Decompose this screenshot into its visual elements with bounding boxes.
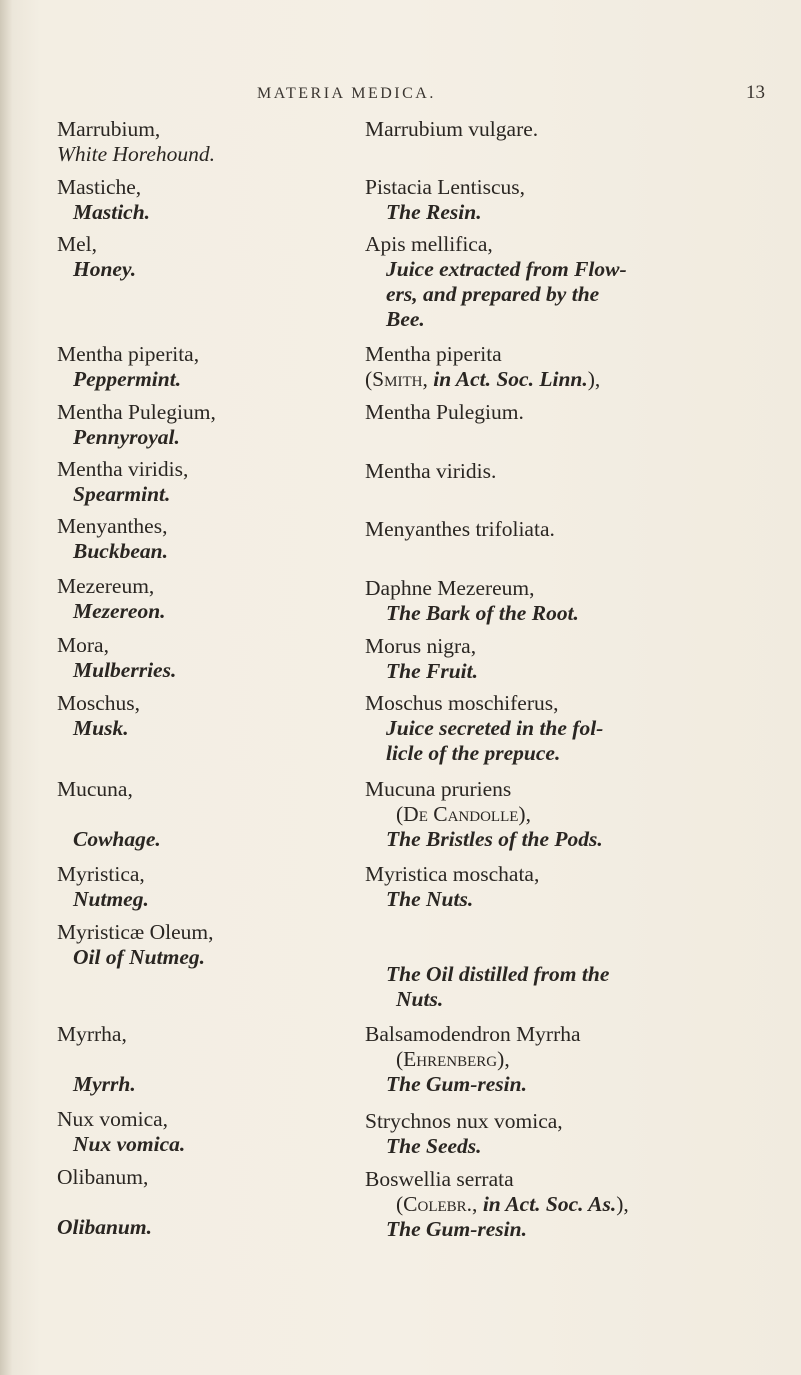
latin-name: Marrubium, xyxy=(57,117,161,141)
part-used-line-2: Nuts. xyxy=(396,987,444,1011)
page-edge xyxy=(0,0,12,1375)
paren-close: ), xyxy=(518,802,531,826)
authority-name: Smith, xyxy=(372,367,428,391)
part-used: The Gum-resin. xyxy=(386,1072,527,1096)
paren-open: ( xyxy=(396,1047,404,1071)
latin-name: Mezereum, xyxy=(57,574,155,598)
running-head-title: MATERIA MEDICA. xyxy=(257,85,436,102)
latin-name: Mentha Pulegium, xyxy=(57,400,216,424)
english-name: Pennyroyal. xyxy=(73,425,180,449)
latin-name: Nux vomica, xyxy=(57,1107,169,1131)
part-used: The Gum-resin. xyxy=(386,1217,527,1241)
english-name: Peppermint. xyxy=(73,367,182,391)
latin-name: Myristica, xyxy=(57,862,145,886)
paren-close: ), xyxy=(616,1192,629,1216)
page-number: 13 xyxy=(746,82,765,103)
english-name: Oil of Nutmeg. xyxy=(73,945,205,969)
botanical-source: Mentha piperita xyxy=(365,342,502,366)
authority xyxy=(396,1192,629,1217)
botanical-source: Morus nigra, xyxy=(365,634,477,658)
botanical-source: Balsamodendron Myrrha xyxy=(365,1022,581,1046)
part-used: The Seeds. xyxy=(386,1134,482,1158)
botanical-source: Marrubium vulgare. xyxy=(365,117,539,141)
botanical-source: Myristica moschata, xyxy=(365,862,540,886)
latin-name: Mora, xyxy=(57,633,109,657)
english-name: Mastich. xyxy=(73,200,151,224)
part-used-line-2: ers, and prepared by the xyxy=(386,282,600,306)
part-used: The Fruit. xyxy=(386,659,478,683)
english-name: Cowhage. xyxy=(73,827,161,851)
english-name: Buckbean. xyxy=(73,539,168,563)
authority xyxy=(365,367,600,392)
botanical-source: Menyanthes trifoliata. xyxy=(365,517,555,541)
botanical-source: Pistacia Lentiscus, xyxy=(365,175,526,199)
running-head xyxy=(0,82,801,109)
latin-name: Mentha viridis, xyxy=(57,457,189,481)
paren-open: ( xyxy=(396,802,404,826)
authority xyxy=(396,1047,510,1072)
paren-close: ), xyxy=(497,1047,510,1071)
english-name: Nux vomica. xyxy=(73,1132,186,1156)
botanical-source: Mentha Pulegium. xyxy=(365,400,524,424)
latin-name: Myrrha, xyxy=(57,1022,127,1046)
latin-name: Mucuna, xyxy=(57,777,133,801)
paren-open: ( xyxy=(396,1192,404,1216)
part-used-line-1: The Oil distilled from the xyxy=(386,962,610,986)
part-used: The Bark of the Root. xyxy=(386,601,579,625)
english-name: Olibanum. xyxy=(57,1215,152,1239)
part-used-line-1: Juice secreted in the fol- xyxy=(386,716,604,740)
part-used-line-1: Juice extracted from Flow- xyxy=(386,257,627,281)
part-used: The Nuts. xyxy=(386,887,474,911)
english-name: Myrrh. xyxy=(73,1072,136,1096)
authority-name: Ehrenberg xyxy=(403,1047,498,1071)
english-name: Mezereon. xyxy=(73,599,166,623)
english-name: Mulberries. xyxy=(73,658,177,682)
botanical-source: Moschus moschiferus, xyxy=(365,691,559,715)
english-name: Nutmeg. xyxy=(73,887,149,911)
authority-name: Colebr., xyxy=(403,1192,478,1216)
latin-name: Mel, xyxy=(57,232,98,256)
latin-name: Olibanum, xyxy=(57,1165,149,1189)
authority-name: De Candolle xyxy=(403,802,519,826)
botanical-source: Daphne Mezereum, xyxy=(365,576,535,600)
botanical-source: Mentha viridis. xyxy=(365,459,497,483)
authority-reference: in Act. Soc. Linn. xyxy=(427,367,588,391)
english-name: Honey. xyxy=(73,257,137,281)
english-name: White Horehound. xyxy=(57,142,216,166)
botanical-source: Apis mellifica, xyxy=(365,232,493,256)
latin-name: Mentha piperita, xyxy=(57,342,200,366)
latin-name: Menyanthes, xyxy=(57,514,168,538)
english-name: Musk. xyxy=(73,716,129,740)
part-used: The Resin. xyxy=(386,200,482,224)
botanical-source: Strychnos nux vomica, xyxy=(365,1109,563,1133)
english-name: Spearmint. xyxy=(73,482,171,506)
part-used-line-2: licle of the prepuce. xyxy=(386,741,561,765)
paren-open: ( xyxy=(365,367,373,391)
botanical-source: Boswellia serrata xyxy=(365,1167,514,1191)
authority-reference: in Act. Soc. As. xyxy=(477,1192,617,1216)
latin-name: Mastiche, xyxy=(57,175,142,199)
authority xyxy=(396,802,531,827)
part-used: The Bristles of the Pods. xyxy=(386,827,603,851)
latin-name: Myristicæ Oleum, xyxy=(57,920,214,944)
part-used-line-3: Bee. xyxy=(386,307,425,331)
botanical-source: Mucuna pruriens xyxy=(365,777,512,801)
latin-name: Moschus, xyxy=(57,691,141,715)
paren-close: ), xyxy=(587,367,601,391)
